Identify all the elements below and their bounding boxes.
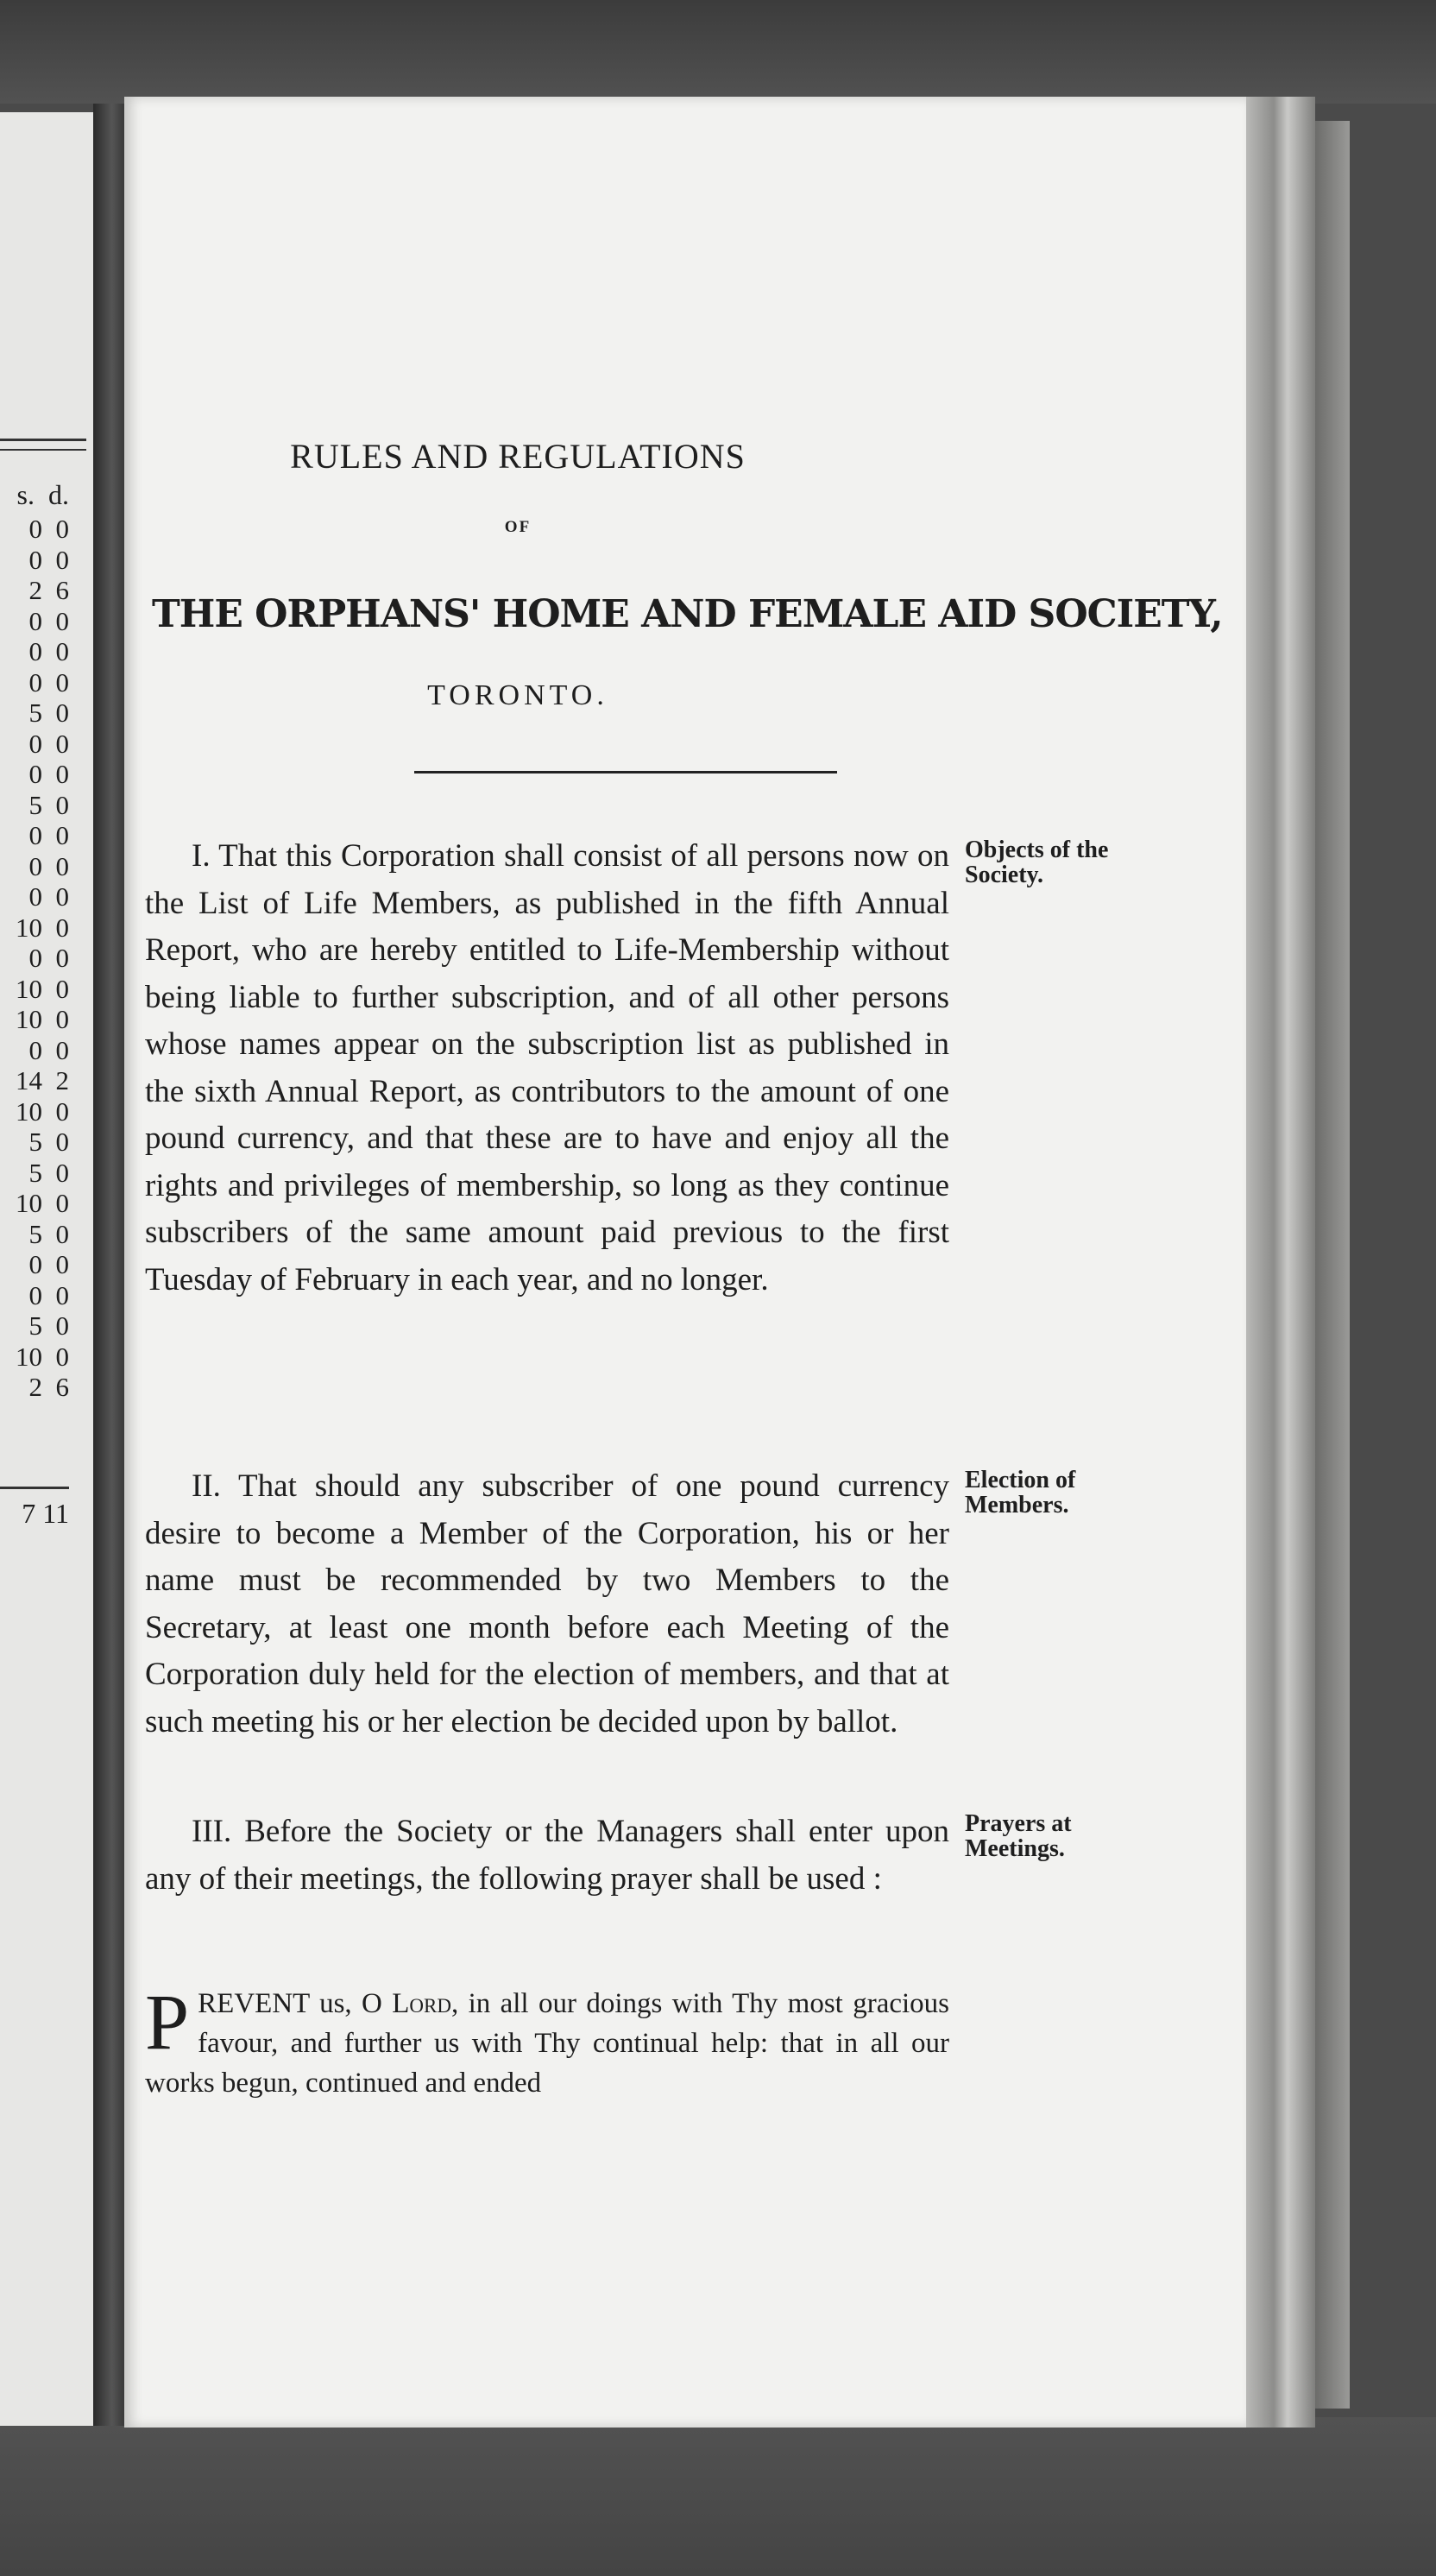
left-page-amount-row: 5 0 <box>28 1127 69 1157</box>
left-page-total-rule <box>0 1487 69 1489</box>
left-page-amount-row: 5 0 <box>28 1218 69 1249</box>
left-page-amount-row: 5 0 <box>28 1157 69 1188</box>
left-page-amount-row: 0 0 <box>28 666 69 698</box>
prayer-lord: Lord, <box>392 1988 459 2019</box>
left-page-amount-row: 2 6 <box>28 1372 69 1402</box>
left-page-amount-row: 0 0 <box>28 1249 69 1279</box>
title-of: OF <box>504 518 532 536</box>
society-name: THE ORPHANS' HOME AND FEMALE AID SOCIETY, <box>152 592 1223 636</box>
rule-paragraph-1: I. That this Corporation shall consist of all persons now on the List of Life Members, as published in the fifth Annual Report, who are hereby entitled to Life-Membership without being liable to further subscription, and of all other persons whose names appear on the subscription list as published in the sixth Annual Report, as contributors to the amount of one pound currency, and that these are to have and enjoy all the rights and privileges of membership, so long as they continue subscribers of the same amount paid previous to the first Tuesday of February in each year, and no longer. <box>145 838 949 1297</box>
left-page-amount-row: 0 0 <box>28 943 69 973</box>
sidenote-objects: Objects of the Society. <box>965 837 1109 888</box>
left-page-amount-row: 10 0 <box>16 1188 69 1218</box>
left-page-amount-row: 0 0 <box>28 1279 69 1310</box>
page-edges-shadow <box>1315 121 1350 2409</box>
left-page-amount-row: 0 0 <box>28 636 69 666</box>
left-page-amount-row: 14 2 <box>16 1065 69 1095</box>
left-page-amount-row: 0 0 <box>28 544 69 575</box>
sidenote-election: Election of Members. <box>965 1467 1076 1518</box>
left-page-amount-row: 10 0 <box>16 973 69 1004</box>
left-page-amount-row: 0 0 <box>28 514 69 544</box>
drop-cap: P <box>145 1978 190 2066</box>
title-divider <box>414 771 837 773</box>
rule-paragraph-2: II. That should any subscriber of one pound currency desire to become a Member of the Corporation, his or her name must be recommended by two Members to the Secretary, at least one month before each Meeting of the Corporation duly held for the election of members, and that at such meeting his or her election be decided upon by ballot. <box>145 1468 949 1739</box>
left-page-rule <box>0 439 86 441</box>
scanner-frame-bottom <box>0 2417 1436 2576</box>
page-edges <box>1246 97 1315 2428</box>
city-name: TORONTO. <box>427 679 608 711</box>
left-page-amount-row: 0 0 <box>28 759 69 789</box>
left-facing-page <box>0 112 93 2426</box>
sidenote-prayers: Prayers at Meetings. <box>965 1810 1072 1862</box>
left-page-amount-row: 10 0 <box>16 912 69 943</box>
scanner-frame-top <box>0 0 1436 104</box>
prayer-text-rest: in all our doings with Thy most gracious favour, and further us with Thy continual help: that in all our works begun, continued and ended <box>145 1988 949 2099</box>
left-page-amount-row: 5 0 <box>28 698 69 728</box>
left-page-amount-row: 0 0 <box>28 850 69 881</box>
left-page-amount-row: 5 0 <box>28 789 69 820</box>
left-page-amount-row: 0 0 <box>28 1034 69 1065</box>
left-page-amount-row: 2 6 <box>28 575 69 605</box>
rule-paragraph-3: III. Before the Society or the Managers shall enter upon any of their meetings, the following prayer shall be used : <box>145 1814 949 1897</box>
left-page-amount-row: 10 0 <box>16 1095 69 1127</box>
left-page-amount-row: 10 0 <box>16 1004 69 1034</box>
page-title: RULES AND REGULATIONS <box>290 437 746 476</box>
prayer-text <box>145 1978 949 2103</box>
left-page-total: 7 11 <box>22 1498 69 1529</box>
left-page-amounts <box>0 514 69 1403</box>
left-page-rule <box>0 449 86 451</box>
left-page-column-header: s. d. <box>16 479 69 510</box>
left-page-amount-row: 0 0 <box>28 728 69 759</box>
left-page-amount-row: 0 0 <box>28 881 69 912</box>
left-page-amount-row: 5 0 <box>28 1310 69 1341</box>
left-page-amount-row: 10 0 <box>16 1341 69 1372</box>
prayer-text-start: REVENT us, O <box>198 1988 393 2019</box>
left-page-amount-row: 0 0 <box>28 605 69 636</box>
left-page-amount-row: 0 0 <box>28 820 69 850</box>
book-gutter <box>93 104 124 2426</box>
